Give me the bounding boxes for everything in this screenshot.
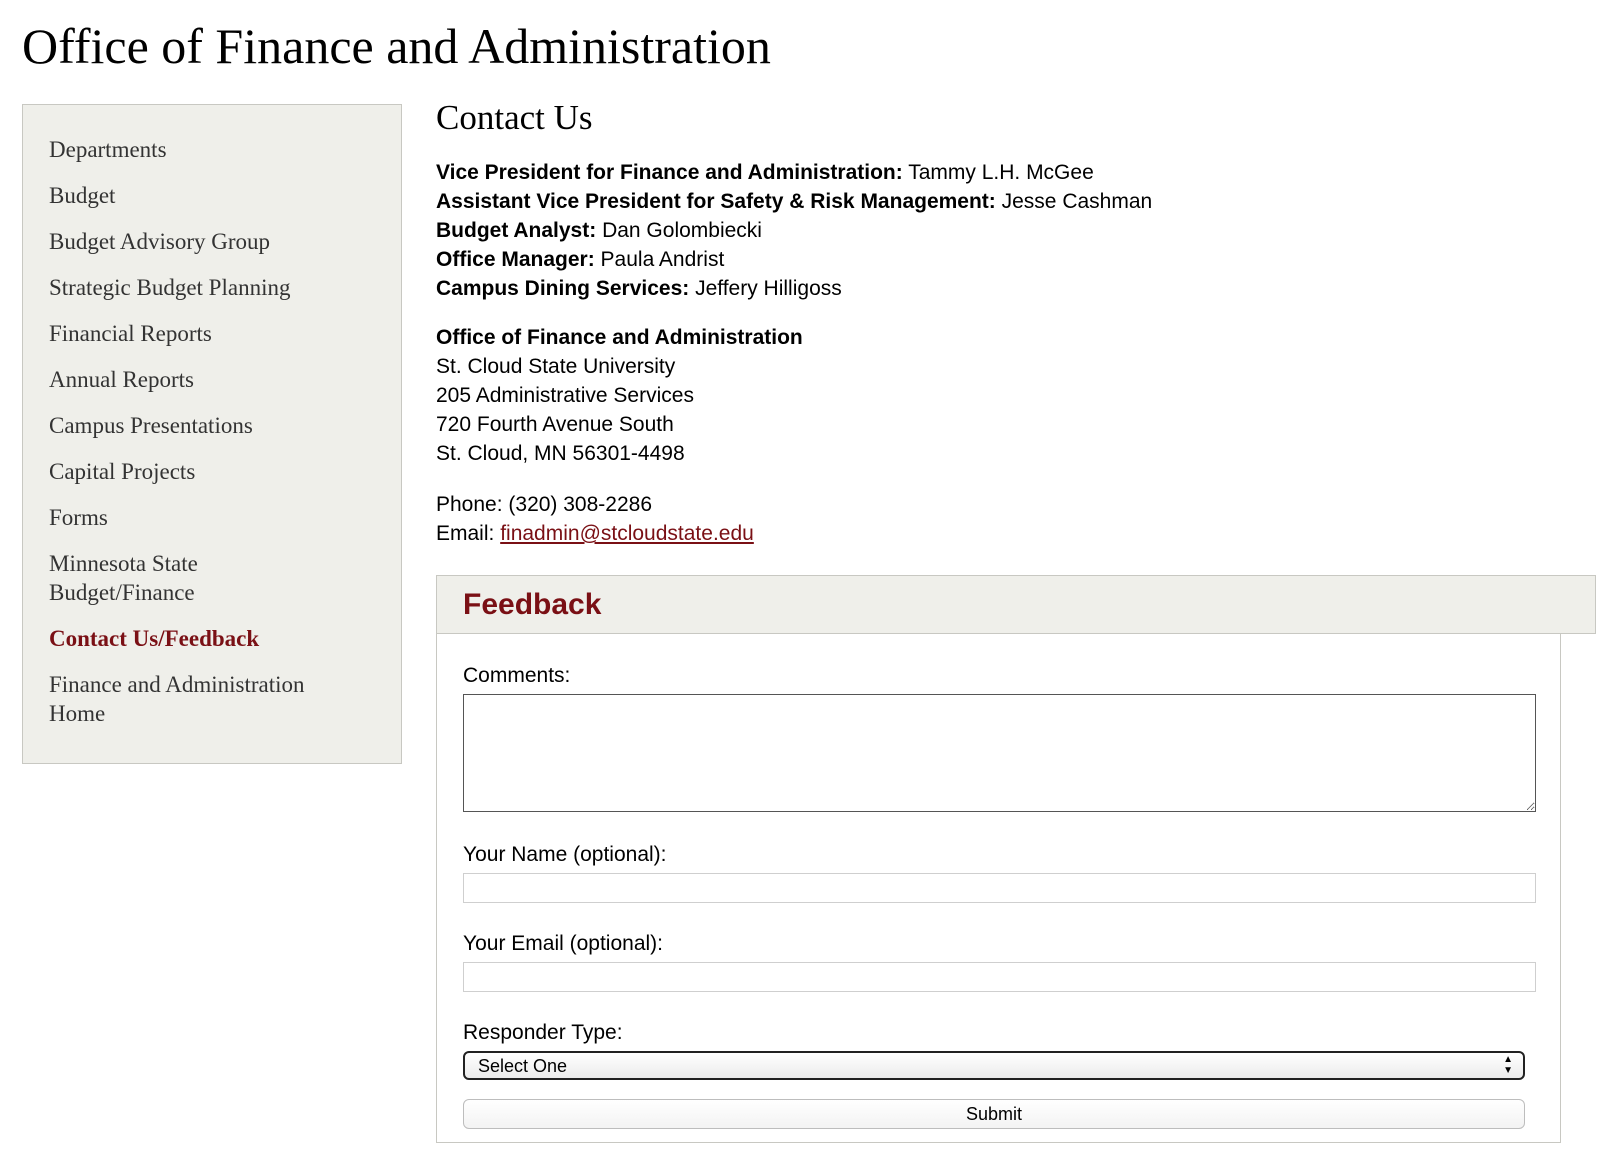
- feedback-form: [436, 633, 1561, 1143]
- sidebar-item-strategic-budget-planning[interactable]: Strategic Budget Planning: [49, 275, 291, 300]
- main-content: [436, 96, 1596, 548]
- office-address: [436, 323, 1596, 468]
- sidebar-item-budget[interactable]: Budget: [49, 183, 116, 208]
- staff-row: [436, 158, 1596, 187]
- staff-name: Jesse Cashman: [995, 190, 1153, 213]
- staff-role: Budget Analyst:: [436, 219, 597, 242]
- staff-role: Campus Dining Services:: [436, 277, 690, 300]
- email-row: [436, 519, 1596, 548]
- responder-type-select[interactable]: [463, 1051, 1525, 1080]
- email-link[interactable]: finadmin@stcloudstate.edu: [500, 522, 754, 545]
- staff-row: [436, 274, 1596, 303]
- address-org: Office of Finance and Administration: [436, 326, 803, 349]
- site-title: Office of Finance and Administration: [22, 18, 771, 74]
- address-line: 720 Fourth Avenue South: [436, 413, 674, 436]
- sidebar-item-finance-and-administration-home[interactable]: Finance and Administration Home: [49, 672, 305, 726]
- sidebar-item-departments[interactable]: Departments: [49, 137, 167, 162]
- comments-textarea[interactable]: [463, 694, 1536, 812]
- staff-row: [436, 187, 1596, 216]
- sidebar-item-annual-reports[interactable]: Annual Reports: [49, 367, 195, 392]
- comments-label: Comments:: [463, 664, 571, 687]
- staff-name: Paula Andrist: [594, 248, 725, 271]
- name-input[interactable]: [463, 873, 1536, 903]
- sidebar-item-capital-projects[interactable]: Capital Projects: [49, 459, 196, 484]
- staff-list: [436, 158, 1596, 303]
- sidebar-item-contact-us-feedback[interactable]: Contact Us/Feedback: [49, 626, 260, 651]
- name-label: Your Name (optional):: [463, 843, 667, 866]
- email-input[interactable]: [463, 962, 1536, 992]
- sidebar-item-budget-advisory-group[interactable]: Budget Advisory Group: [49, 229, 271, 254]
- feedback-title: Feedback: [463, 588, 602, 621]
- phone-text: Phone: (320) 308-2286: [436, 493, 652, 516]
- staff-name: Dan Golombiecki: [596, 219, 762, 242]
- feedback-header: [436, 575, 1596, 634]
- email-field-label: Your Email (optional):: [463, 932, 663, 955]
- staff-row: [436, 216, 1596, 245]
- responder-type-value: Select One: [478, 1056, 568, 1076]
- select-arrows-icon: ▲ ▼: [1503, 1054, 1513, 1076]
- staff-row: [436, 245, 1596, 274]
- address-line: St. Cloud, MN 56301-4498: [436, 442, 685, 465]
- sidebar-item-minnesota-state-budget-finance[interactable]: Minnesota State Budget/Finance: [49, 551, 198, 605]
- sidebar-item-campus-presentations[interactable]: Campus Presentations: [49, 413, 253, 438]
- staff-name: Jeffery Hilligoss: [689, 277, 842, 300]
- staff-role: Office Manager:: [436, 248, 595, 271]
- submit-button[interactable]: Submit: [463, 1099, 1525, 1129]
- sidebar-nav: [22, 104, 402, 764]
- staff-role: Assistant Vice President for Safety & Risk Management:: [436, 190, 996, 213]
- email-label: Email:: [436, 522, 501, 545]
- staff-name: Tammy L.H. McGee: [902, 161, 1094, 184]
- sidebar-item-forms[interactable]: Forms: [49, 505, 108, 530]
- address-line: 205 Administrative Services: [436, 384, 694, 407]
- page-title: Contact Us: [436, 98, 593, 137]
- contact-info: [436, 490, 1596, 548]
- sidebar-item-financial-reports[interactable]: Financial Reports: [49, 321, 212, 346]
- staff-role: Vice President for Finance and Administration:: [436, 161, 903, 184]
- address-line: St. Cloud State University: [436, 355, 676, 378]
- responder-type-label: Responder Type:: [463, 1021, 623, 1044]
